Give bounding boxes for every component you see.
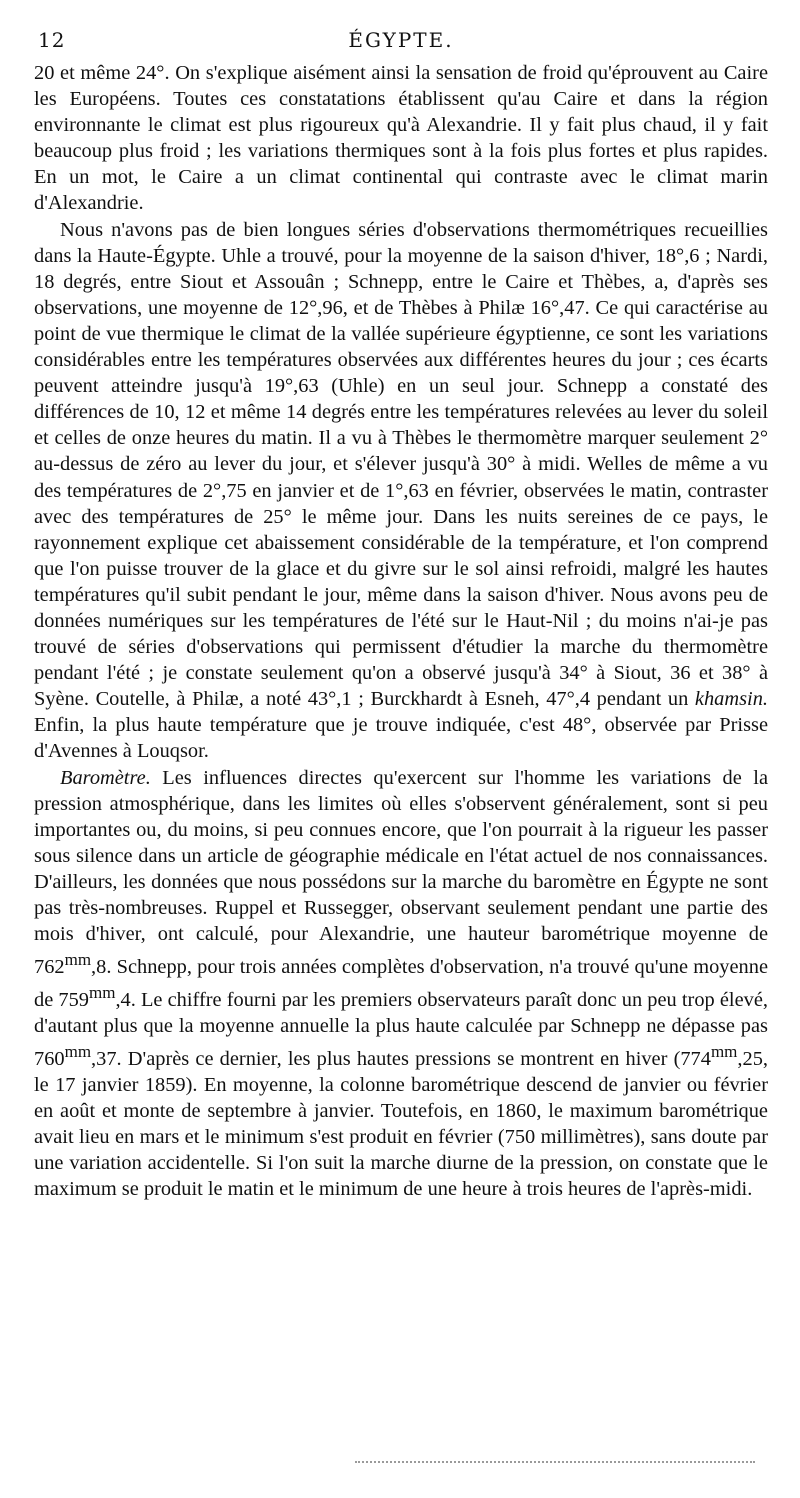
unit-superscript: mm xyxy=(710,1042,738,1062)
paragraph-text: ,25, le 17 janvier 1859). En moyenne, la colonne barométrique descend de janvier ou février en août et monte de septembre à janvier. Toutefois, en 1860, le maximum barométrique avait lieu en mars et le minimum s'est produit en février (750 millimètres), sans doute par une variation accidentelle. Si l'on suit la marche diurne de la pression, on constate que le maximum se produit le matin et le minimum de une heure à trois heures de l'après-midi. xyxy=(34,1047,768,1201)
unit-superscript: mm xyxy=(88,983,116,1003)
section-heading-barometre: Baromètre. xyxy=(60,766,151,789)
italic-term-khamsin: khamsin. xyxy=(694,688,768,711)
document-page xyxy=(34,28,768,1202)
unit-superscript: mm xyxy=(64,1042,92,1062)
paragraph-text: ,8. Schnepp, pour trois années complètes d'observation, n'a trouvé qu'une moyenne de 759 xyxy=(34,955,768,1011)
footer-bleed-rule xyxy=(355,1461,755,1463)
paragraph-text: Enfin, la plus haute température que je trouve indiquée, c'est 48°, observée par Prisse d'Avennes à Louqsor. xyxy=(34,714,768,763)
paragraph-text: ,37. D'après ce dernier, les plus hautes pressions se montrent en hiver (774 xyxy=(91,1047,711,1070)
paragraph-barometer xyxy=(34,765,768,1203)
body-text xyxy=(34,60,768,1202)
running-title: ÉGYPTE. xyxy=(348,28,454,52)
paragraph-text: 20 et même 24°. On s'explique aisément ainsi la sensation de froid qu'éprouvent au Caire les Européens. Toutes ces constatations établissent qu'au Caire et dans la région environnante le climat est plus rigoureux qu'à Alexandrie. Il y fait plus chaud, il y fait beaucoup plus froid ; les variations thermiques sont à la fois plus fortes et plus rapides. En un mot, le Caire a un climat continental qui contraste avec le climat marin d'Alexandrie. xyxy=(34,62,768,215)
unit-superscript: mm xyxy=(64,950,92,970)
paragraph-text: Les influences directes qu'exercent sur l'homme les variations de la pression atmosphérique, dans les limites où elles s'observent généralement, sont si peu importantes ou, du moins, si peu connues encore, que l'on pourrait à la rigueur les passer sous silence dans un article de géographie médicale en l'état actuel de nos connaissances. D'ailleurs, les données que nous possédons sur la marche du baromètre en Égypte ne sont pas très-nombreuses. Ruppel et Russegger, observant seulement pendant une partie des mois d'hiver, ont calculé, pour Alexandrie, une hauteur barométrique moyenne de 762 xyxy=(34,766,768,978)
paragraph-upper-egypt xyxy=(34,217,768,765)
paragraph-text: ,4. Le chiffre fourni par les premiers observateurs paraît donc un peu trop élevé, d'autant plus que la moyenne annuelle la plus haute calculée par Schnepp ne dépasse pas 760 xyxy=(34,988,768,1070)
paragraph-text: Nous n'avons pas de bien longues séries d'observations thermométriques recueillies dans la Haute-Égypte. Uhle a trouvé, pour la moyenne de la saison d'hiver, 18°,6 ; Nardi, 18 degrés, entre Siout et Assouân ; Schnepp, entre le Caire et Thèbes, a, d'après ses observations, une moyenne de 12°,96, et de Thèbes à Philæ 16°,47. Ce qui caractérise au point de vue thermique le climat de la vallée supérieure égyptienne, ce sont les variations considérables entre les températures observées aux différentes heures du jour ; ces écarts peuvent atteindre jusqu'à 19°,63 (Uhle) en un seul jour. Schnepp a constaté des différences de 10, 12 et même 14 degrés entre les températures relevées au lever du soleil et celles de onze heures du matin. Il a vu à Thèbes le thermomètre marquer seulement 2° au-dessus de zéro au lever du jour, et s'élever jusqu'à 30° à midi. Welles de même a vu des températures de 2°,75 en janvier et de 1°,63 en février, observées le matin, contraster avec des températures de 25° le même jour. Dans les nuits sereines de ce pays, le rayonnement explique cet abaissement considérable de la température, et l'on comprend que l'on puisse trouver de la glace et du givre sur le sol ainsi refroidi, malgré les hautes températures qu'il subit pendant le jour, même dans la saison d'hiver. Nous avons peu de données numériques sur les températures de l'été sur le Haut-Nil ; du moins n'ai-je pas trouvé de séries d'observations qui permissent d'étudier la marche du thermomètre pendant l'été ; je constate seulement qu'on a observé jusqu'à 34° à Siout, 36 et 38° à Syène. Coutelle, à Philæ, a noté 43°,1 ; Burckhardt à Esneh, 47°,4 pendant un xyxy=(34,218,768,711)
paragraph-climate-cairo xyxy=(34,60,768,217)
page-header xyxy=(34,28,768,60)
page-number: 12 xyxy=(38,28,66,52)
